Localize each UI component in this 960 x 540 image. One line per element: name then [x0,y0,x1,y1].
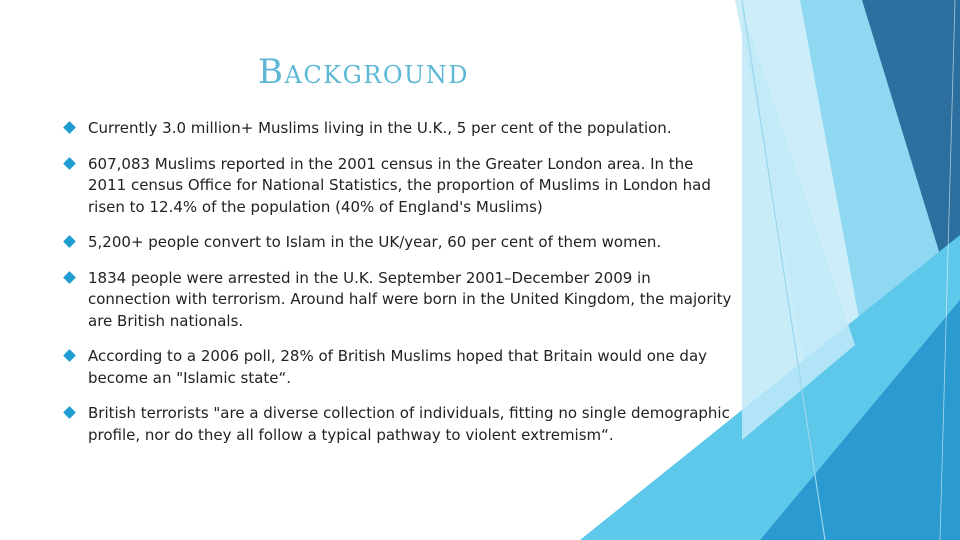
diamond-bullet-icon [63,349,76,362]
slide-title: Background [258,52,469,92]
bullet-text: 5,200+ people convert to Islam in the UK/year, 60 per cent of them women. [88,233,662,251]
bullet-item [62,403,732,446]
bullet-text: 607,083 Muslims reported in the 2001 census in the Greater London area. In the 2011 census Office for National Statistics, the proportion of Muslims in London had risen to 12.4% of the population (40% of England's Muslims) [88,154,711,216]
bullet-item [62,346,732,389]
bullet-text: British terrorists "are a diverse collection of individuals, fitting no single demographic profile, nor do they all follow a typical pathway to violent extremism“. [88,404,730,444]
bullet-item [62,232,732,254]
diamond-bullet-icon [63,235,76,248]
bullet-item [62,118,732,140]
bullet-text: Currently 3.0 million+ Muslims living in the U.K., 5 per cent of the population. [88,119,672,137]
diamond-bullet-icon [63,121,76,134]
bullet-list [62,118,732,460]
diamond-bullet-icon [63,157,76,170]
bullet-text: 1834 people were arrested in the U.K. September 2001–December 2009 in connection with terrorism. Around half were born in the United Kingdom, the majority are British nationals. [88,268,732,330]
diamond-bullet-icon [63,406,76,419]
bullet-item [62,268,732,333]
bullet-text: According to a 2006 poll, 28% of British Muslims hoped that Britain would one day become an "Islamic state“. [88,347,708,387]
bullet-item [62,154,732,219]
diamond-bullet-icon [63,271,76,284]
